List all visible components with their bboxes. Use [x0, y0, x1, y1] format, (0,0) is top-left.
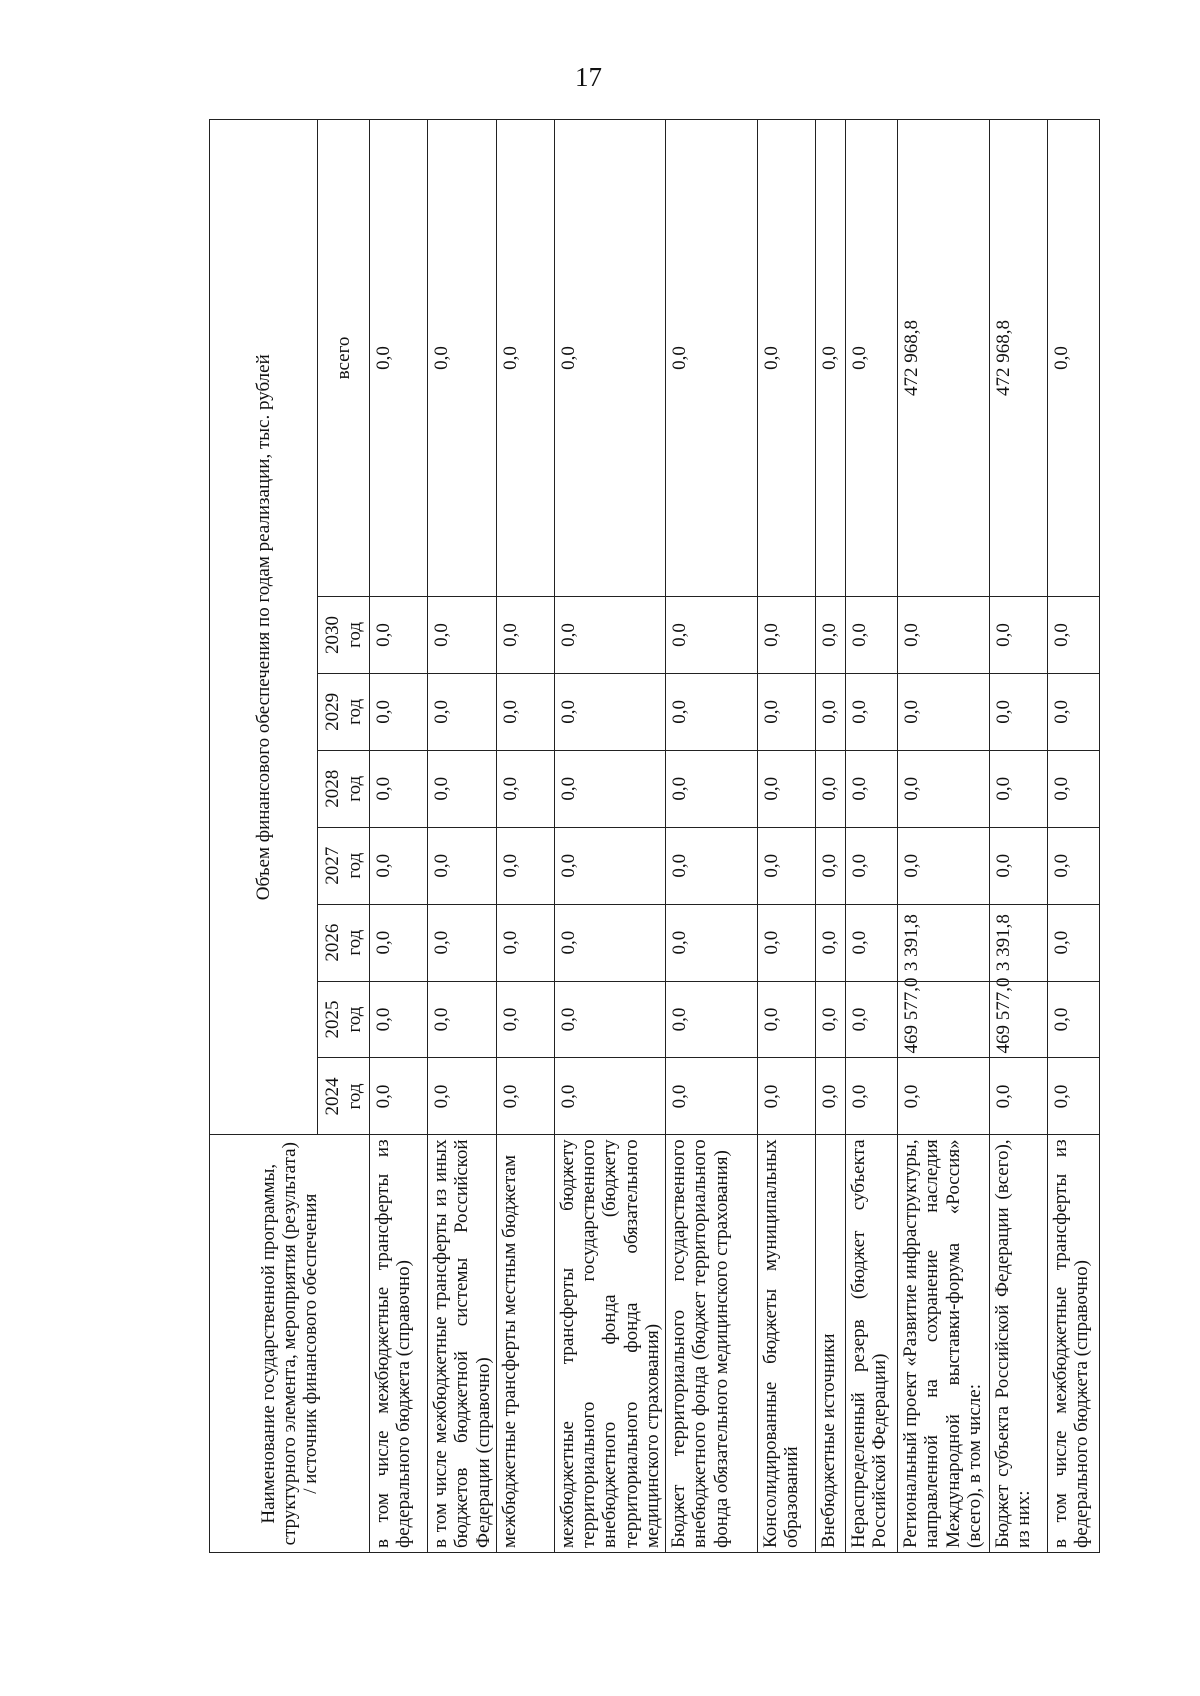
- value-cell: 0,0: [846, 904, 898, 981]
- value-cell: 469 577,0: [898, 981, 990, 1058]
- value-cell: 0,0: [370, 596, 428, 673]
- value-cell: 0,0: [428, 596, 497, 673]
- value-cell: 0,0: [428, 904, 497, 981]
- value-cell: 0,0: [816, 1058, 846, 1135]
- value-cell: 0,0: [1048, 904, 1100, 981]
- value-cell: 472 968,8: [990, 120, 1048, 597]
- value-cell: 0,0: [1048, 596, 1100, 673]
- header-year-4: 2028 год: [318, 750, 370, 827]
- value-cell: 469 577,0: [990, 981, 1048, 1058]
- value-cell: 3 391,8: [898, 904, 990, 981]
- value-cell: 0,0: [1048, 673, 1100, 750]
- value-cell: 0,0: [496, 750, 554, 827]
- value-cell: 0,0: [758, 981, 816, 1058]
- value-cell: 0,0: [666, 827, 758, 904]
- value-cell: 0,0: [1048, 120, 1100, 597]
- header-year-7: всего: [318, 120, 370, 597]
- value-cell: 0,0: [758, 750, 816, 827]
- table-row: [846, 120, 898, 1553]
- value-cell: 3 391,8: [990, 904, 1048, 981]
- value-cell: 0,0: [990, 673, 1048, 750]
- value-cell: 0,0: [990, 750, 1048, 827]
- row-name-cell: Бюджет территориального государственного внебюджетного фонда (бюджет территориального фонда обязательного медицинского страхования): [666, 1135, 758, 1553]
- value-cell: 0,0: [816, 596, 846, 673]
- row-name-cell: межбюджетные трансферты местным бюджетам: [496, 1135, 554, 1553]
- financing-table: [209, 119, 1100, 1553]
- value-cell: 0,0: [758, 673, 816, 750]
- value-cell: 0,0: [1048, 750, 1100, 827]
- value-cell: 0,0: [846, 1058, 898, 1135]
- row-name-cell: в том числе межбюджетные трансферты из федерального бюджета (справочно): [1048, 1135, 1100, 1553]
- value-cell: 0,0: [846, 981, 898, 1058]
- value-cell: 0,0: [554, 673, 665, 750]
- value-cell: 0,0: [990, 596, 1048, 673]
- header-year-5: 2029 год: [318, 673, 370, 750]
- table-row: [428, 120, 497, 1553]
- value-cell: 0,0: [666, 120, 758, 597]
- header-year-0: 2024 год: [318, 1058, 370, 1135]
- row-name-cell: Внебюджетные источники: [816, 1135, 846, 1553]
- value-cell: 0,0: [554, 827, 665, 904]
- value-cell: 0,0: [816, 981, 846, 1058]
- page-number: 17: [575, 62, 602, 92]
- value-cell: 0,0: [370, 120, 428, 597]
- value-cell: 0,0: [816, 827, 846, 904]
- row-name-cell: межбюджетные трансферты бюджету территориального государственного внебюджетного фонда (бюджету территориального фонда обязательного медицинского страхования): [554, 1135, 665, 1553]
- row-name-cell: Консолидированные бюджеты муниципальных образований: [758, 1135, 816, 1553]
- value-cell: 0,0: [496, 1058, 554, 1135]
- value-cell: 0,0: [370, 827, 428, 904]
- value-cell: 0,0: [758, 596, 816, 673]
- value-cell: 0,0: [428, 750, 497, 827]
- header-year-2: 2026 год: [318, 904, 370, 981]
- table-row: [898, 120, 990, 1553]
- value-cell: 0,0: [496, 120, 554, 597]
- header-volume-title: Объем финансового обеспечения по годам реализации, тыс. рублей: [210, 120, 318, 1135]
- table-row: [554, 120, 665, 1553]
- value-cell: 0,0: [1048, 1058, 1100, 1135]
- header-year-3: 2027 год: [318, 827, 370, 904]
- value-cell: 0,0: [816, 673, 846, 750]
- value-cell: 0,0: [496, 673, 554, 750]
- value-cell: 0,0: [496, 981, 554, 1058]
- value-cell: 0,0: [758, 904, 816, 981]
- value-cell: 0,0: [898, 673, 990, 750]
- value-cell: 0,0: [370, 1058, 428, 1135]
- table-row: [816, 120, 846, 1553]
- row-name-cell: в том числе межбюджетные трансферты из федерального бюджета (справочно): [370, 1135, 428, 1553]
- value-cell: 0,0: [370, 750, 428, 827]
- value-cell: 0,0: [554, 981, 665, 1058]
- row-name-cell: Нераспределенный резерв (бюджет субъекта Российской Федерации): [846, 1135, 898, 1553]
- value-cell: 0,0: [898, 827, 990, 904]
- value-cell: 0,0: [666, 981, 758, 1058]
- value-cell: 0,0: [846, 596, 898, 673]
- value-cell: 472 968,8: [898, 120, 990, 597]
- value-cell: 0,0: [758, 827, 816, 904]
- table-row: [496, 120, 554, 1553]
- value-cell: 0,0: [370, 673, 428, 750]
- value-cell: 0,0: [370, 981, 428, 1058]
- value-cell: 0,0: [428, 1058, 497, 1135]
- row-name-cell: Региональный проект «Развитие инфраструктуры, направленной на сохранение наследия Международной выставки-форума «Россия» (всего), в том числе:: [898, 1135, 990, 1553]
- rotated-table-container: [209, 119, 1093, 1553]
- value-cell: 0,0: [1048, 981, 1100, 1058]
- value-cell: 0,0: [846, 120, 898, 597]
- value-cell: 0,0: [898, 1058, 990, 1135]
- value-cell: 0,0: [816, 904, 846, 981]
- value-cell: 0,0: [428, 827, 497, 904]
- value-cell: 0,0: [666, 750, 758, 827]
- table-row: [370, 120, 428, 1553]
- row-name-cell: в том числе межбюджетные трансферты из иных бюджетов бюджетной системы Российской Федерации (справочно): [428, 1135, 497, 1553]
- value-cell: 0,0: [496, 904, 554, 981]
- header-name-column: Наименование государственной программы, структурного элемента, мероприятия (результата) / источник финансового обеспечения: [210, 1135, 370, 1553]
- table-row: [990, 120, 1048, 1553]
- value-cell: 0,0: [554, 120, 665, 597]
- value-cell: 0,0: [554, 596, 665, 673]
- value-cell: 0,0: [990, 827, 1048, 904]
- value-cell: 0,0: [666, 904, 758, 981]
- value-cell: 0,0: [758, 1058, 816, 1135]
- table-row: [758, 120, 816, 1553]
- value-cell: 0,0: [898, 750, 990, 827]
- value-cell: 0,0: [1048, 827, 1100, 904]
- value-cell: 0,0: [666, 596, 758, 673]
- value-cell: 0,0: [666, 673, 758, 750]
- table-row: [1048, 120, 1100, 1553]
- value-cell: 0,0: [898, 596, 990, 673]
- value-cell: 0,0: [554, 904, 665, 981]
- value-cell: 0,0: [370, 904, 428, 981]
- value-cell: 0,0: [846, 827, 898, 904]
- value-cell: 0,0: [846, 750, 898, 827]
- value-cell: 0,0: [554, 1058, 665, 1135]
- value-cell: 0,0: [428, 981, 497, 1058]
- value-cell: 0,0: [990, 1058, 1048, 1135]
- value-cell: 0,0: [496, 596, 554, 673]
- value-cell: 0,0: [666, 1058, 758, 1135]
- value-cell: 0,0: [428, 120, 497, 597]
- row-name-cell: Бюджет субъекта Российской Федерации (всего), из них:: [990, 1135, 1048, 1553]
- table-row: [666, 120, 758, 1553]
- value-cell: 0,0: [428, 673, 497, 750]
- value-cell: 0,0: [816, 750, 846, 827]
- value-cell: 0,0: [846, 673, 898, 750]
- value-cell: 0,0: [816, 120, 846, 597]
- value-cell: 0,0: [496, 827, 554, 904]
- value-cell: 0,0: [554, 750, 665, 827]
- header-year-6: 2030 год: [318, 596, 370, 673]
- value-cell: 0,0: [758, 120, 816, 597]
- header-year-1: 2025 год: [318, 981, 370, 1058]
